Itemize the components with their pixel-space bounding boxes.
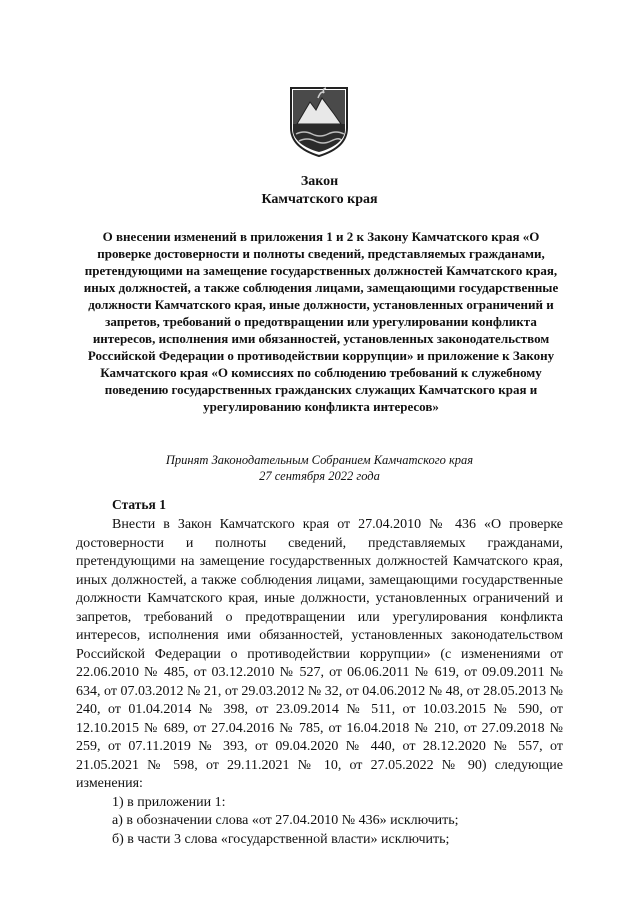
law-heading: О внесении изменений в приложения 1 и 2 к Закону Камчатского края «О проверке достоверности и полноты сведений, представляемых гражданами, претендующими на замещение государственных должностей Камчатского края, иных должностей, а также соблюдения лицами, замещающими государственные должности Камчатского края, иные должности, установленных ограничений и запретов, требований о предотвращении или урегулировании конфликта интересов, исполнения ими обязанностей, установленных законодательством Российской Федерации о противодействии коррупции» и приложение к Закону Камчатского края «О комиссиях по соблюдению требований к служебному поведению государственных гражданских служащих Камчатского края и урегулированию конфликта интересов»: [83, 229, 559, 414]
list-item: а) в обозначении слова «от 27.04.2010 № 436» исключить;: [112, 813, 459, 828]
kamchatka-coat-of-arms: [288, 84, 350, 158]
list-item: 1) в приложении 1:: [112, 794, 226, 810]
list-item: б) в части 3 слова «государственной власти» исключить;: [112, 831, 450, 847]
adopted-date: 27 сентября 2022 года: [259, 469, 380, 483]
article-title: Статья 1: [112, 497, 166, 512]
article-body: [76, 516, 563, 849]
law-title: Закон: [300, 174, 339, 189]
article-paragraph: Внести в Закон Камчатского края от 27.04.2010 № 436 «О проверке достоверности и полноты сведений, представляемых гражданами, претендующими на замещение государственных должностей Камчатского края, иных должностей, а также соблюдения лицами, замещающими государственные должности Камчатского края, иные должности, установленных ограничений и запретов, требований о предотвращении или урегулирования конфликта интересов, исполнения ими обязанностей, установленных законодательством Российской Федерации о противодействии коррупции» (с изменениями от 22.06.2010 № 485, от 03.12.2010 № 527, от 06.06.2011 № 619, от 09.09.2011 № 634, от 07.03.2012 № 21, от 29.03.2012 № 32, от 04.06.2012 № 48, от 28.05.2013 № 240, от 01.04.2014 № 398, от 23.09.2014 № 511, от 10.03.2015 № 590, от 12.10.2015 № 689, от 27.04.2016 № 785, от 16.04.2018 № 210, от 27.09.2018 № 259, от 07.11.2019 № 393, от 09.04.2020 № 440, от 28.12.2020 № 557, от 21.05.2021 № 598, от 29.11.2021 № 10, от 27.05.2022 № 90) следующие изменения:: [76, 517, 563, 791]
law-subtitle: Камчатского края: [261, 192, 378, 207]
adopted-by: Принят Законодательным Собранием Камчатского края: [165, 453, 474, 467]
